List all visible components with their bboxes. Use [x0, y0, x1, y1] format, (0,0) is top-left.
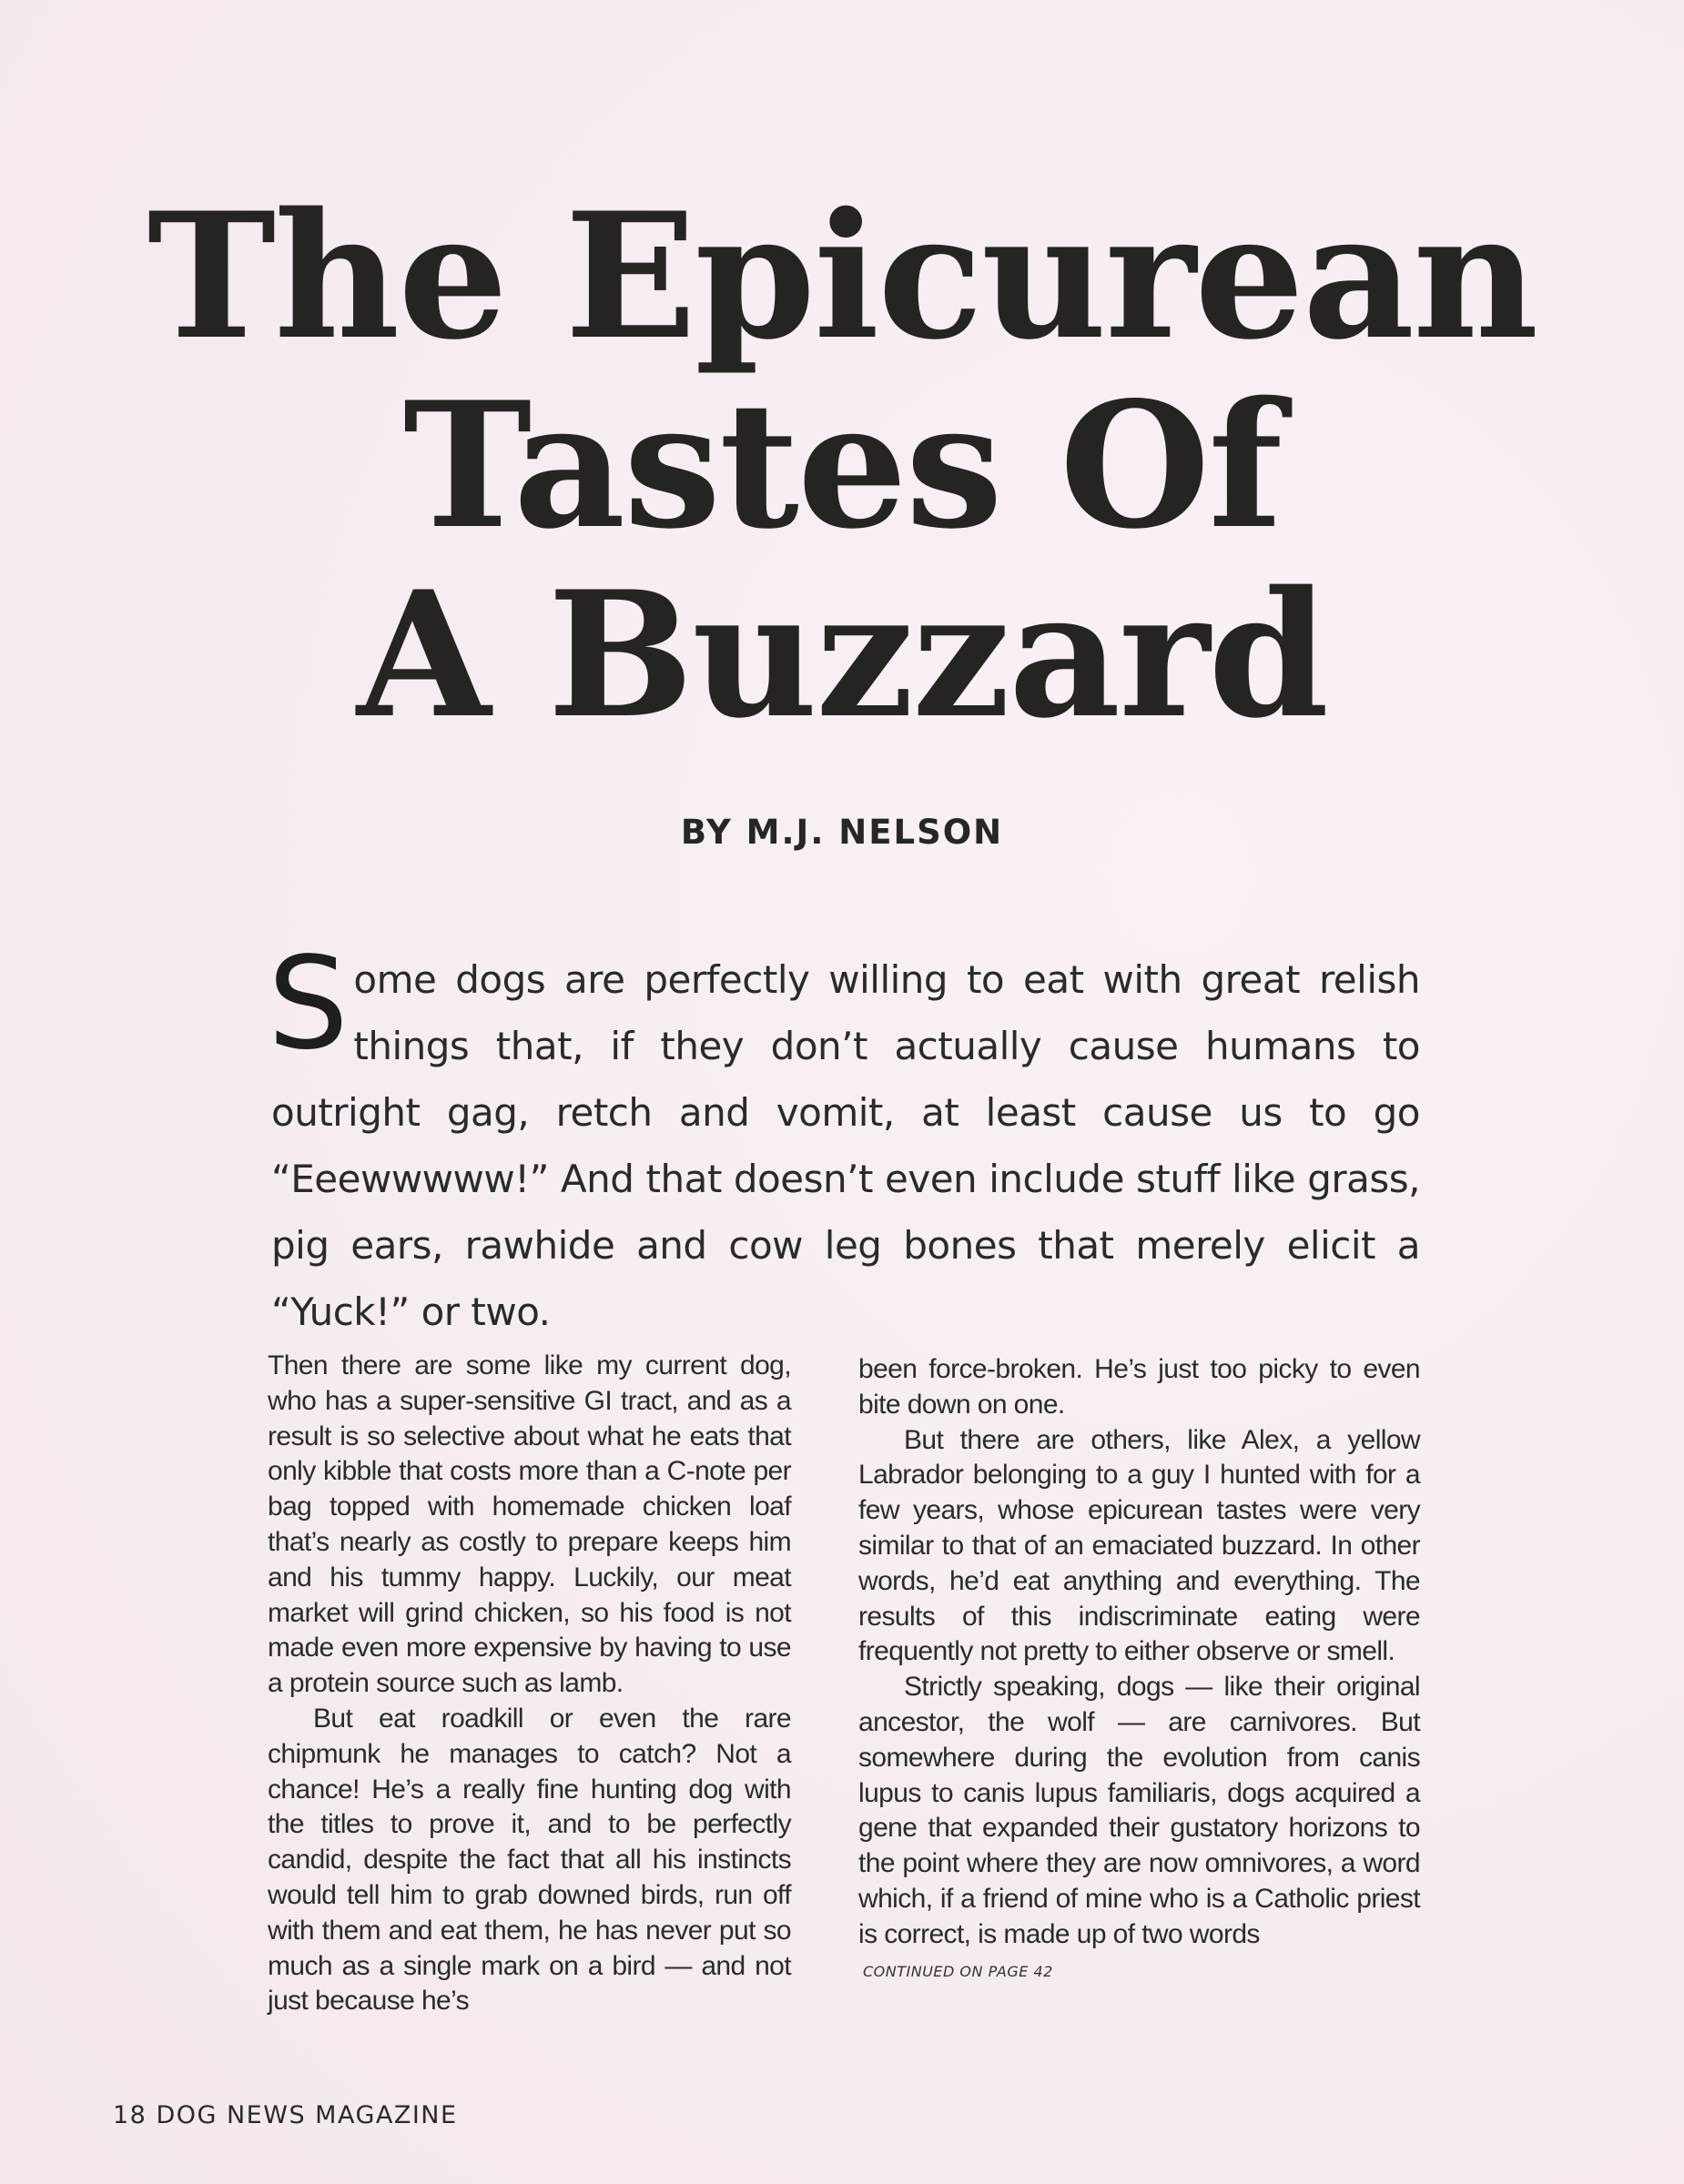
body-paragraph: Strictly speaking, dogs — like their original ancestor, the wolf — are carnivores. But somewhere during the evolution from canis lupus to canis lupus familiaris, dogs acquired a gene that expanded their gustatory horizons to the point where they are now omnivores, a word which, if a friend of mine who is a Catholic priest is correct, is made up of two words: [858, 1672, 1420, 1949]
lead-paragraph: [268, 930, 1420, 1345]
continued-notice: CONTINUED ON PAGE 42: [863, 1963, 1053, 1980]
title-line-1: The Epicurean: [147, 175, 1537, 378]
body-paragraph: But there are others, like Alex, a yellow Labrador belonging to a guy I hunted with for a few years, whose epicurean tastes were very similar to that of an emaciated buzzard. In other words, he’d eat anything and everything. The results of this indiscriminate eating were frequently not pretty to either observe or smell.: [858, 1424, 1420, 1667]
body-paragraph: But eat roadkill or even the rare chipmunk he manages to catch? Not a chance! He’s a really fine hunting dog with the titles to prove it, and to be perfectly candid, despite the fact that all his instincts would tell him to grab downed birds, run off with them and eat them, he has never put so much as a single mark on a bird — and not just because he’s: [268, 1703, 791, 2017]
lead-text: ome dogs are perfectly willing to eat with great relish things that, if they don’t actually cause humans to outright gag, retch and vomit, at least cause us to go “Eeewwwww!” And that doesn’t even include stuff like grass, pig ears, rawhide and cow leg bones that merely elicit a “Yuck!” or two.: [271, 957, 1420, 1334]
title-line-3: A Buzzard: [356, 553, 1328, 756]
byline: BY M.J. NELSON: [680, 813, 1004, 852]
body-column-left: [268, 1349, 791, 2019]
page-folio: 18 DOG NEWS MAGAZINE: [113, 2101, 458, 2129]
title-line-2: Tastes Of: [402, 364, 1282, 567]
body-paragraph: been force-broken. He’s just too picky to even bite down on one.: [858, 1354, 1420, 1420]
body-column-right: [858, 1352, 1420, 1953]
drop-cap: S: [268, 930, 349, 1078]
body-paragraph: Then there are some like my current dog, who has a super-sensitive GI tract, and as a result is so selective about what he eats that only kibble that costs more than a C-note per bag topped with homemade chicken loaf that’s nearly as costly to prepare keeps him and his tummy happy. Luckily, our meat market will grind chicken, so his food is not made even more expensive by having to use a protein source such as lamb.: [268, 1350, 791, 1699]
article-title: [137, 175, 1547, 756]
